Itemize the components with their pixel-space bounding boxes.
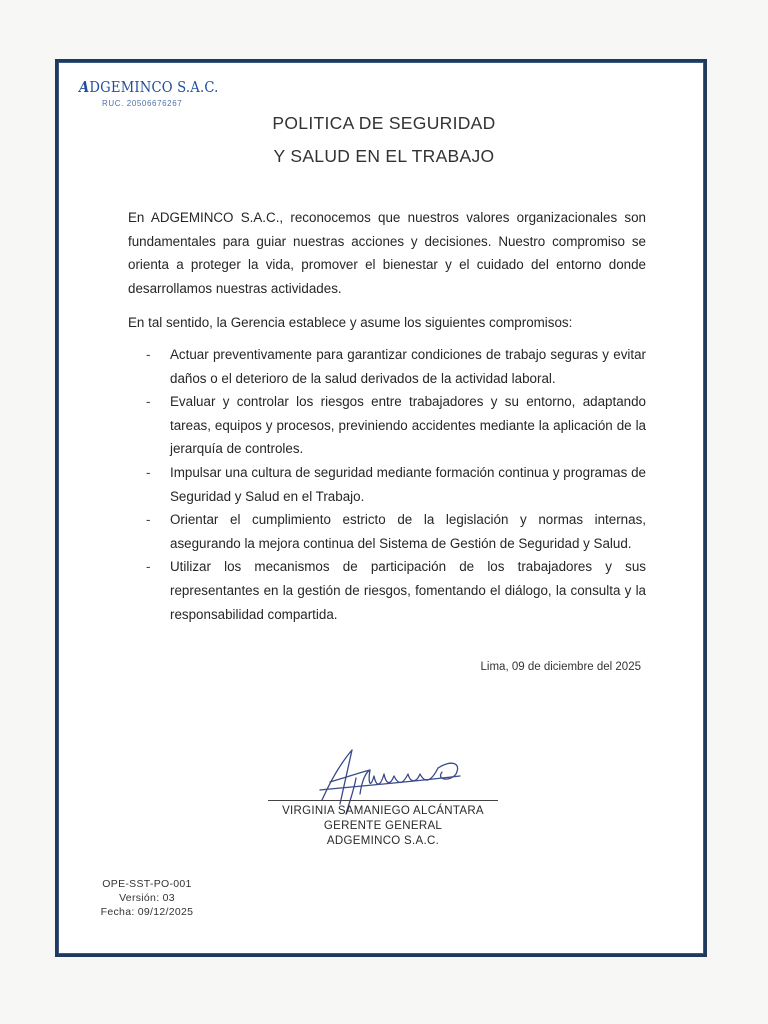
document-date: Lima, 09 de diciembre del 2025 [480, 661, 641, 673]
list-item [146, 508, 646, 555]
document-code: OPE-SST-PO-001 [102, 878, 192, 890]
list-item-text: Impulsar una cultura de seguridad mediante formación continua y programas de Seguridad y Salud en el Trabajo. [170, 464, 646, 504]
company-logo [79, 78, 219, 96]
signature-line [268, 800, 498, 801]
list-item [146, 461, 646, 508]
list-item [146, 390, 646, 461]
bullet-dash: - [146, 512, 151, 528]
document-title-line-1: POLITICA DE SEGURIDAD [272, 113, 496, 133]
bullet-dash: - [146, 464, 151, 480]
commitments-intro: En tal sentido, la Gerencia establece y asume los siguientes compromisos: [128, 315, 573, 330]
list-item-text: Orientar el cumplimiento estricto de la legislación y normas internas, asegurando la mejora continua del Sistema de Gestión de Seguridad y Salud. [170, 512, 646, 551]
document-title-line-2: Y SALUD EN EL TRABAJO [273, 146, 495, 166]
company-ruc: RUC. 20506676267 [102, 99, 183, 108]
logo-text: DGEMINCO S.A.C. [89, 78, 219, 96]
bullet-dash: - [146, 347, 151, 362]
document-version: Versión: 03 [119, 892, 175, 904]
signer-position: GERENTE GENERAL [323, 820, 443, 832]
bullet-dash: - [146, 394, 151, 410]
list-item-text: Actuar preventivamente para garantizar condiciones de trabajo seguras y evitar daños o el deterioro de la salud derivados de la actividad laboral. [170, 347, 646, 386]
bullet-dash: - [146, 559, 151, 575]
list-item [146, 343, 646, 390]
logo-initial: A [79, 78, 90, 96]
intro-paragraph: En ADGEMINCO S.A.C., reconocemos que nuestros valores organizacionales son fundamentales para guiar nuestras acciones y decisiones. Nuestro compromiso se orienta a proteger la vida, promover el bienestar y el cuidado del entorno donde desarrollamos nuestras actividades. [128, 210, 646, 296]
list-item [146, 555, 646, 626]
commitments-list [146, 343, 646, 626]
signer-company: ADGEMINCO S.A.C. [326, 835, 440, 847]
signer-name: VIRGINIA SAMANIEGO ALCÁNTARA [282, 805, 484, 817]
list-item-text: Utilizar los mecanismos de participación de los trabajadores y sus representantes en la gestión de riesgos, fomentando el diálogo, la consulta y la responsabilidad compartida. [170, 559, 646, 622]
list-item-text: Evaluar y controlar los riesgos entre trabajadores y su entorno, adaptando tareas, equipos y procesos, previniendo accidentes mediante la aplicación de la jerarquía de controles. [170, 394, 646, 457]
document-control-date: Fecha: 09/12/2025 [100, 906, 194, 918]
